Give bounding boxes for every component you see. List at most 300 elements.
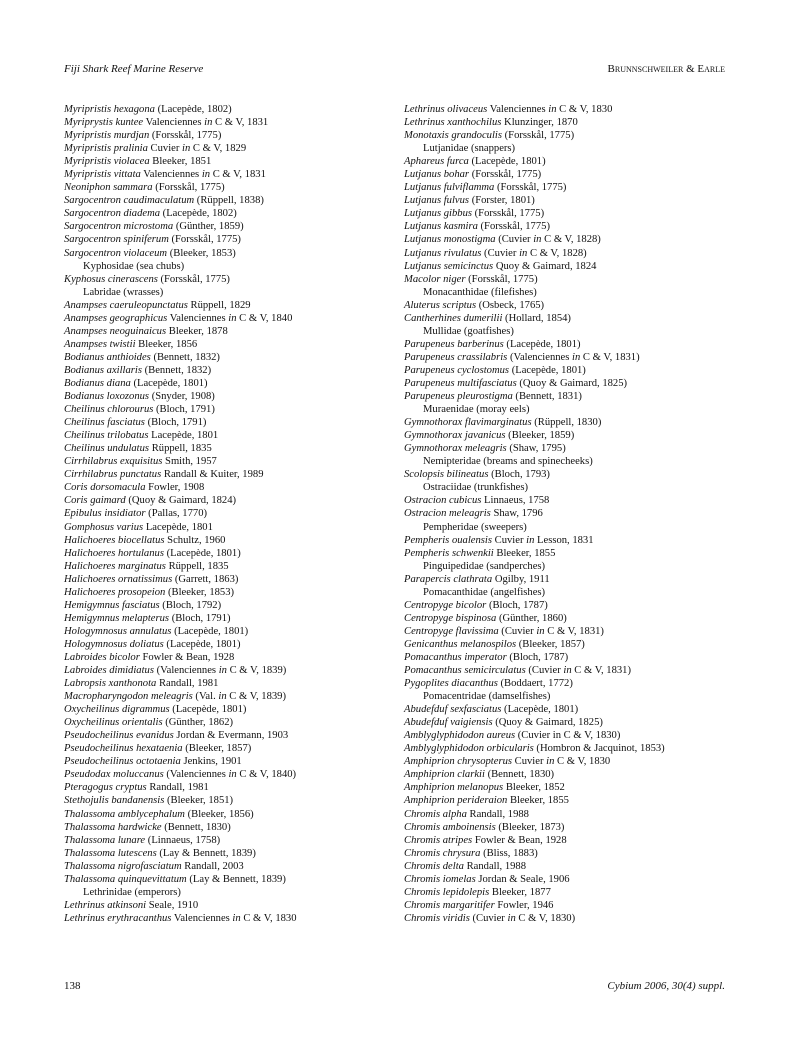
species-entry — [404, 912, 734, 925]
species-entry — [64, 521, 394, 534]
species-authority: Rüppell, 1835 — [165, 560, 229, 572]
species-name: Parupeneus multifasciatus — [404, 377, 517, 389]
species-authority: Lacepède, 1801 — [148, 430, 219, 442]
species-authority: Klunzinger, 1870 — [501, 117, 578, 129]
species-entry — [64, 116, 394, 129]
species-name: Scolopsis bilineatus — [404, 469, 489, 481]
page-number: 138 — [64, 980, 81, 992]
species-name: Sargocentron spiniferum — [64, 234, 169, 246]
species-entry — [64, 220, 394, 233]
species-name: Parupeneus pleurostigma — [404, 391, 513, 403]
species-entry — [404, 534, 734, 547]
species-authority: (Bloch, 1791) — [169, 612, 231, 624]
species-name: Gymnothorax flavimarginatus — [404, 417, 532, 429]
species-authority: Valenciennes — [171, 912, 233, 924]
species-name: Amblyglyphidodon orbicularis — [404, 743, 534, 755]
species-entry — [64, 233, 394, 246]
species-authority: (Quoy & Gaimard, 1825) — [516, 377, 628, 389]
species-entry — [64, 677, 394, 690]
species-name: Labroides bicolor — [64, 651, 140, 663]
species-name: Cheilinus chlorourus — [64, 404, 154, 416]
species-list-left-column — [64, 103, 394, 925]
family-name: Mullidae (goatfishes) — [423, 325, 514, 337]
species-entry — [64, 494, 394, 507]
species-authority: (Forsskål, 1775) — [469, 169, 542, 181]
species-name: Pseudocheilinus hexataenia — [64, 743, 183, 755]
species-authority-tail: C & V, 1830) — [515, 912, 576, 924]
species-entry — [64, 207, 394, 220]
family-heading — [404, 521, 734, 534]
species-entry — [64, 312, 394, 325]
species-authority: (Bennett, 1832) — [150, 351, 220, 363]
species-name: Sargocentron microstoma — [64, 221, 174, 233]
species-authority-tail: C & V, 1830 — [240, 912, 297, 924]
species-name: Macolor niger — [404, 273, 466, 285]
species-entry — [64, 103, 394, 116]
species-entry — [404, 729, 734, 742]
authority-in: in — [548, 104, 557, 115]
species-name: Amphiprion melanopus — [404, 782, 504, 794]
species-name: Thalassoma lunare — [64, 834, 146, 846]
species-entry — [64, 912, 394, 925]
species-authority: (Bloch, 1787) — [486, 599, 548, 611]
species-name: Pteragogus cryptus — [64, 782, 147, 794]
species-entry — [64, 755, 394, 768]
species-authority: (Forster, 1801) — [469, 195, 535, 207]
species-authority: (Bleeker, 1859) — [505, 430, 575, 442]
species-name: Myriprystis kuntee — [64, 117, 144, 129]
species-authority: (Bleeker, 1857) — [516, 638, 585, 650]
species-name: Halichoeres biocellatus — [64, 534, 165, 546]
species-authority: Bleeker, 1855 — [493, 547, 556, 559]
species-authority-tail: C & V, 1831 — [210, 169, 266, 181]
species-entry — [404, 299, 734, 312]
species-name: Oxycheilinus digrammus — [64, 704, 170, 716]
authority-in: in — [563, 665, 572, 677]
species-authority: (Valenciennes — [163, 769, 229, 781]
species-authority: (Forsskål, 1775) — [149, 130, 222, 142]
species-entry — [64, 860, 394, 873]
species-name: Coris gaimard — [64, 495, 126, 507]
species-authority: (Lacepède, 1801) — [163, 547, 241, 559]
family-heading — [404, 403, 734, 416]
species-authority-tail: C & V, 1831) — [571, 665, 631, 677]
species-authority-tail: C & V, 1839) — [226, 691, 286, 703]
species-name: Centropyge bispinosa — [404, 612, 497, 624]
species-name: Genicanthus melanospilos — [404, 638, 517, 650]
species-name: Ostracion cubicus — [404, 495, 482, 507]
species-name: Thalassoma lutescens — [64, 847, 157, 859]
species-name: Pseudocheilinus evanidus — [64, 730, 174, 742]
species-entry — [404, 351, 734, 364]
species-authority: (Günther, 1862) — [162, 717, 234, 729]
authority-in: in — [182, 143, 191, 155]
species-name: Pseudodax moluccanus — [64, 769, 164, 781]
species-name: Cheilinus trilobatus — [64, 430, 149, 442]
species-authority: (Quoy & Gaimard, 1824) — [125, 495, 237, 507]
species-authority: (Lacepède, 1801) — [163, 638, 241, 650]
species-entry — [64, 625, 394, 638]
family-heading — [64, 286, 394, 299]
species-entry — [404, 573, 734, 586]
species-authority: (Garrett, 1863) — [172, 573, 239, 585]
species-authority-tail: C & V, 1830 — [554, 756, 611, 768]
species-name: Epibulus insidiator — [64, 508, 146, 520]
species-entry — [64, 247, 394, 260]
species-authority-tail: C & V, 1840 — [236, 312, 293, 324]
authority-in: in — [228, 312, 237, 324]
species-name: Cheilinus fasciatus — [64, 417, 145, 429]
species-authority: (Lacepède, 1801) — [503, 338, 581, 350]
species-entry — [404, 899, 734, 912]
species-authority: Randall, 1981 — [156, 678, 219, 690]
species-name: Amphiprion chrysopterus — [404, 756, 512, 768]
species-entry — [64, 586, 394, 599]
species-authority: (Bloch, 1791) — [153, 404, 215, 416]
species-authority: (Quoy & Gaimard, 1825) — [492, 717, 603, 729]
species-authority: (Bennett, 1831) — [512, 391, 582, 403]
species-name: Halichoeres marginatus — [64, 560, 166, 572]
family-name: Lutjanidae (snappers) — [423, 143, 516, 155]
species-authority: (Forsskål, 1775) — [502, 130, 575, 142]
species-authority-tail: C & V, 1829 — [190, 143, 247, 155]
species-name: Hologymnosus doliatus — [64, 638, 164, 650]
family-name: Pomacentridae (damselfishes) — [423, 691, 551, 703]
species-authority: (Bennett, 1830) — [484, 769, 555, 781]
species-name: Pomacanthus semicirculatus — [404, 665, 526, 677]
species-entry — [404, 886, 734, 899]
species-authority: (Cuvier — [525, 665, 564, 677]
species-entry — [404, 821, 734, 834]
species-name: Anampses geographicus — [64, 312, 168, 324]
species-name: Labroides dimidiatus — [64, 665, 154, 677]
species-name: Bodianus anthioides — [64, 351, 151, 363]
species-name: Halichoeres hortulanus — [64, 547, 164, 559]
family-name: Ostraciidae (trunkfishes) — [423, 482, 529, 494]
species-name: Lutjanus bohar — [404, 169, 470, 181]
species-authority: (Forsskål, 1775) — [465, 273, 538, 285]
species-name: Sargocentron diadema — [64, 208, 161, 220]
family-heading — [404, 142, 734, 155]
family-name: Lethrinidae (emperors) — [83, 886, 181, 898]
species-entry — [64, 534, 394, 547]
species-name: Thalassoma quinquevittatum — [64, 873, 187, 885]
species-entry — [64, 468, 394, 481]
species-authority-tail: C & V, 1828) — [541, 234, 601, 246]
species-name: Lutjanus rivulatus — [404, 247, 482, 259]
species-authority: (Cuvier — [481, 247, 520, 259]
species-entry — [64, 899, 394, 912]
species-name: Cheilinus undulatus — [64, 443, 150, 455]
authority-in: in — [228, 769, 237, 781]
species-name: Abudefduf vaigiensis — [404, 717, 493, 729]
species-name: Pomacanthus imperator — [404, 651, 507, 663]
species-entry — [404, 273, 734, 286]
species-entry — [64, 403, 394, 416]
species-name: Anampses neoguinaicus — [64, 325, 167, 337]
species-entry — [404, 194, 734, 207]
species-authority: Bleeker, 1878 — [166, 325, 228, 337]
species-name: Myripristis murdjan — [64, 130, 150, 142]
species-name: Halichoeres ornatissimus — [64, 573, 173, 585]
authority-in: in — [218, 691, 227, 703]
species-entry — [404, 364, 734, 377]
species-authority: (Forsskål, 1775) — [168, 234, 241, 246]
species-authority: (Bleeker, 1853) — [165, 586, 235, 598]
species-name: Lutjanus semicinctus — [404, 260, 494, 272]
authority-in: in — [204, 117, 213, 129]
species-entry — [64, 142, 394, 155]
species-name: Abudefduf sexfasciatus — [404, 704, 502, 716]
species-authority: (Forsskål, 1775) — [157, 273, 230, 285]
species-name: Lutjanus monostigma — [404, 234, 496, 246]
species-authority: Shaw, 1796 — [490, 508, 543, 520]
species-name: Lutjanus kasmira — [404, 221, 478, 233]
species-authority: Linnaeus, 1758 — [481, 495, 550, 507]
species-name: Bodianus diana — [64, 377, 131, 389]
species-authority: (Hombron & Jacquinot, 1853) — [533, 743, 665, 755]
species-entry — [64, 873, 394, 886]
species-entry — [64, 168, 394, 181]
species-authority: (Lacepède, 1802) — [160, 208, 237, 220]
species-entry — [64, 351, 394, 364]
species-name: Lethrinus xanthochilus — [404, 117, 502, 129]
species-entry — [404, 155, 734, 168]
species-name: Thalassoma nigrofasciatum — [64, 860, 182, 872]
species-authority-tail: C & V, 1831) — [580, 351, 640, 363]
species-authority: Schultz, 1960 — [164, 534, 226, 546]
species-entry — [64, 742, 394, 755]
species-authority: Smith, 1957 — [162, 456, 217, 468]
species-authority: (Forsskål, 1775) — [152, 182, 225, 194]
species-name: Myripristis vittata — [64, 169, 141, 181]
species-name: Hemigymnus melapterus — [64, 612, 170, 624]
species-entry — [404, 233, 734, 246]
species-authority-tail: Lesson, 1831 — [534, 534, 594, 546]
species-authority: (Forsskål, 1775) — [494, 182, 567, 194]
species-name: Lutjanus fulviflamma — [404, 182, 495, 194]
species-authority-tail: C & V, 1839) — [226, 665, 287, 677]
species-entry — [404, 377, 734, 390]
species-authority: Cuvier — [147, 143, 183, 155]
species-authority: (Forsskål, 1775) — [477, 221, 550, 233]
species-name: Lethrinus atkinsoni — [64, 899, 147, 911]
species-name: Centropyge bicolor — [404, 599, 487, 611]
species-name: Myripristis hexagona — [64, 104, 155, 115]
species-authority: (Rüppell, 1830) — [531, 417, 602, 429]
family-name: Pempheridae (sweepers) — [423, 521, 527, 533]
species-entry — [64, 181, 394, 194]
species-authority: (Bleeker, 1857) — [182, 743, 252, 755]
species-authority: Rüppell, 1835 — [149, 443, 212, 455]
species-entry — [404, 742, 734, 755]
species-authority: (Cuvier — [495, 234, 534, 246]
species-entry — [64, 194, 394, 207]
family-name: Muraenidae (moray eels) — [423, 404, 530, 416]
family-name: Nemipteridae (breams and spinecheeks) — [423, 456, 593, 468]
species-entry — [64, 129, 394, 142]
species-entry — [404, 468, 734, 481]
species-authority: (Lay & Bennett, 1839) — [156, 847, 256, 859]
species-name: Labropsis xanthonota — [64, 678, 157, 690]
species-entry — [64, 338, 394, 351]
species-name: Parupeneus cyclostomus — [404, 364, 510, 376]
species-name: Neoniphon sammara — [64, 182, 153, 194]
species-authority: Quoy & Gaimard, 1824 — [493, 260, 597, 272]
species-authority: (Lacepède, 1801) — [130, 377, 208, 389]
family-name: Kyphosidae (sea chubs) — [83, 260, 185, 272]
species-entry — [64, 325, 394, 338]
species-authority: (Günther, 1859) — [173, 221, 244, 233]
species-name: Chromis delta — [404, 860, 464, 872]
species-authority: (Bennett, 1830) — [161, 821, 231, 833]
species-name: Chromis lepidolepis — [404, 886, 490, 898]
authority-in: in — [201, 169, 211, 181]
species-entry — [64, 573, 394, 586]
species-authority: (Lay & Bennett, 1839) — [186, 873, 286, 885]
species-entry — [64, 703, 394, 716]
species-entry — [64, 768, 394, 781]
species-entry — [404, 129, 734, 142]
species-entry — [64, 481, 394, 494]
species-entry — [404, 260, 734, 273]
species-authority: (Cuvier — [469, 912, 508, 924]
species-entry — [64, 455, 394, 468]
species-authority: (Bleeker, 1856) — [184, 808, 254, 820]
authority-in: in — [533, 234, 542, 246]
species-entry — [64, 299, 394, 312]
species-entry — [64, 377, 394, 390]
species-name: Bodianus axillaris — [64, 364, 142, 376]
species-entry — [64, 560, 394, 573]
family-heading — [64, 260, 394, 273]
species-name: Oxycheilinus orientalis — [64, 717, 163, 729]
species-entry — [404, 703, 734, 716]
species-name: Parupeneus crassilabris — [404, 351, 508, 363]
species-authority: Randall, 1988 — [463, 860, 527, 872]
family-name: Monacanthidae (filefishes) — [423, 286, 537, 298]
species-entry — [64, 390, 394, 403]
species-entry — [64, 612, 394, 625]
species-name: Sargocentron caudimaculatum — [64, 195, 195, 207]
species-authority: Bleeker, 1852 — [503, 782, 565, 794]
species-authority: Cuvier — [512, 756, 547, 768]
species-authority: Rüppell, 1829 — [187, 299, 251, 311]
species-authority: (Bliss, 1883) — [480, 847, 538, 859]
species-entry — [64, 155, 394, 168]
family-name: Labridae (wrasses) — [83, 286, 164, 298]
species-authority: Lacepède, 1801 — [143, 521, 213, 533]
species-name: Myripristis pralinia — [64, 143, 148, 155]
authority-in: in — [572, 351, 581, 363]
species-authority: (Bloch, 1787) — [506, 651, 569, 663]
species-name: Centropyge flavissima — [404, 625, 499, 637]
species-entry — [64, 794, 394, 807]
species-name: Monotaxis grandoculis — [404, 130, 502, 142]
family-heading — [404, 560, 734, 573]
species-entry — [404, 181, 734, 194]
species-name: Pempheris schwenkii — [404, 547, 494, 559]
species-entry — [404, 599, 734, 612]
species-name: Chromis atripes — [404, 834, 473, 846]
authority-in: in — [536, 625, 545, 637]
species-entry — [404, 768, 734, 781]
species-name: Chromis viridis — [404, 912, 470, 924]
family-heading — [404, 481, 734, 494]
species-name: Cirrhilabrus exquisitus — [64, 456, 163, 468]
species-entry — [404, 794, 734, 807]
species-name: Thalassoma amblycephalum — [64, 808, 185, 820]
species-entry — [404, 716, 734, 729]
species-entry — [404, 612, 734, 625]
authority-in: in — [507, 912, 516, 924]
species-authority: (Bloch, 1791) — [144, 417, 207, 429]
species-name: Amblyglyphidodon aureus — [404, 730, 516, 742]
family-heading — [404, 690, 734, 703]
species-authority: (Bennett, 1832) — [141, 364, 212, 376]
species-name: Aluterus scriptus — [404, 299, 477, 311]
species-entry — [404, 664, 734, 677]
species-name: Bodianus loxozonus — [64, 391, 150, 403]
species-authority: (Rüppell, 1838) — [194, 195, 264, 207]
species-entry — [64, 690, 394, 703]
species-entry — [64, 781, 394, 794]
species-entry — [404, 625, 734, 638]
species-name: Pseudocheilinus octotaenia — [64, 756, 181, 768]
species-name: Lethrinus erythracanthus — [64, 912, 172, 924]
species-name: Thalassoma hardwicke — [64, 821, 162, 833]
species-entry — [404, 860, 734, 873]
species-entry — [404, 755, 734, 768]
species-entry — [64, 273, 394, 286]
species-entry — [404, 442, 734, 455]
species-authority: (Bleeker, 1853) — [167, 247, 236, 259]
authority-in: in — [218, 665, 227, 677]
species-entry — [64, 729, 394, 742]
species-name: Cantherhines dumerilii — [404, 312, 503, 324]
species-entry — [404, 651, 734, 664]
family-heading — [404, 325, 734, 338]
species-authority: (Lacepède, 1801) — [468, 156, 546, 168]
species-name: Pygoplites diacanthus — [404, 678, 498, 690]
species-entry — [404, 220, 734, 233]
running-header-authors: Brunnschweiler & Earle — [607, 63, 725, 75]
species-name: Lutjanus gibbus — [404, 208, 472, 220]
species-authority: Valenciennes — [487, 104, 549, 115]
species-entry — [404, 116, 734, 129]
species-authority: Cuvier — [491, 534, 527, 546]
species-authority: Randall, 1981 — [146, 782, 209, 794]
species-entry — [404, 638, 734, 651]
species-authority: (Lacepède, 1801) — [169, 704, 247, 716]
species-entry — [404, 312, 734, 325]
species-authority: (Bleeker, 1873) — [495, 821, 565, 833]
species-entry — [64, 599, 394, 612]
family-name: Pinguipedidae (sandperches) — [423, 560, 546, 572]
species-name: Chromis alpha — [404, 808, 467, 820]
species-authority-tail: C & V, 1830 — [556, 104, 613, 115]
family-heading — [404, 286, 734, 299]
species-entry — [64, 442, 394, 455]
species-authority: (Linnaeus, 1758) — [145, 834, 221, 846]
species-authority: (Lacepède, 1801) — [501, 704, 579, 716]
species-authority: (Val. — [192, 691, 219, 703]
species-name: Stethojulis bandanensis — [64, 795, 165, 807]
species-authority: Fowler, 1908 — [145, 482, 205, 494]
species-name: Macropharyngodon meleagris — [64, 691, 193, 703]
species-authority: (Lacepède, 1801) — [509, 364, 586, 376]
species-name: Cirrhilabrus punctatus — [64, 469, 162, 481]
